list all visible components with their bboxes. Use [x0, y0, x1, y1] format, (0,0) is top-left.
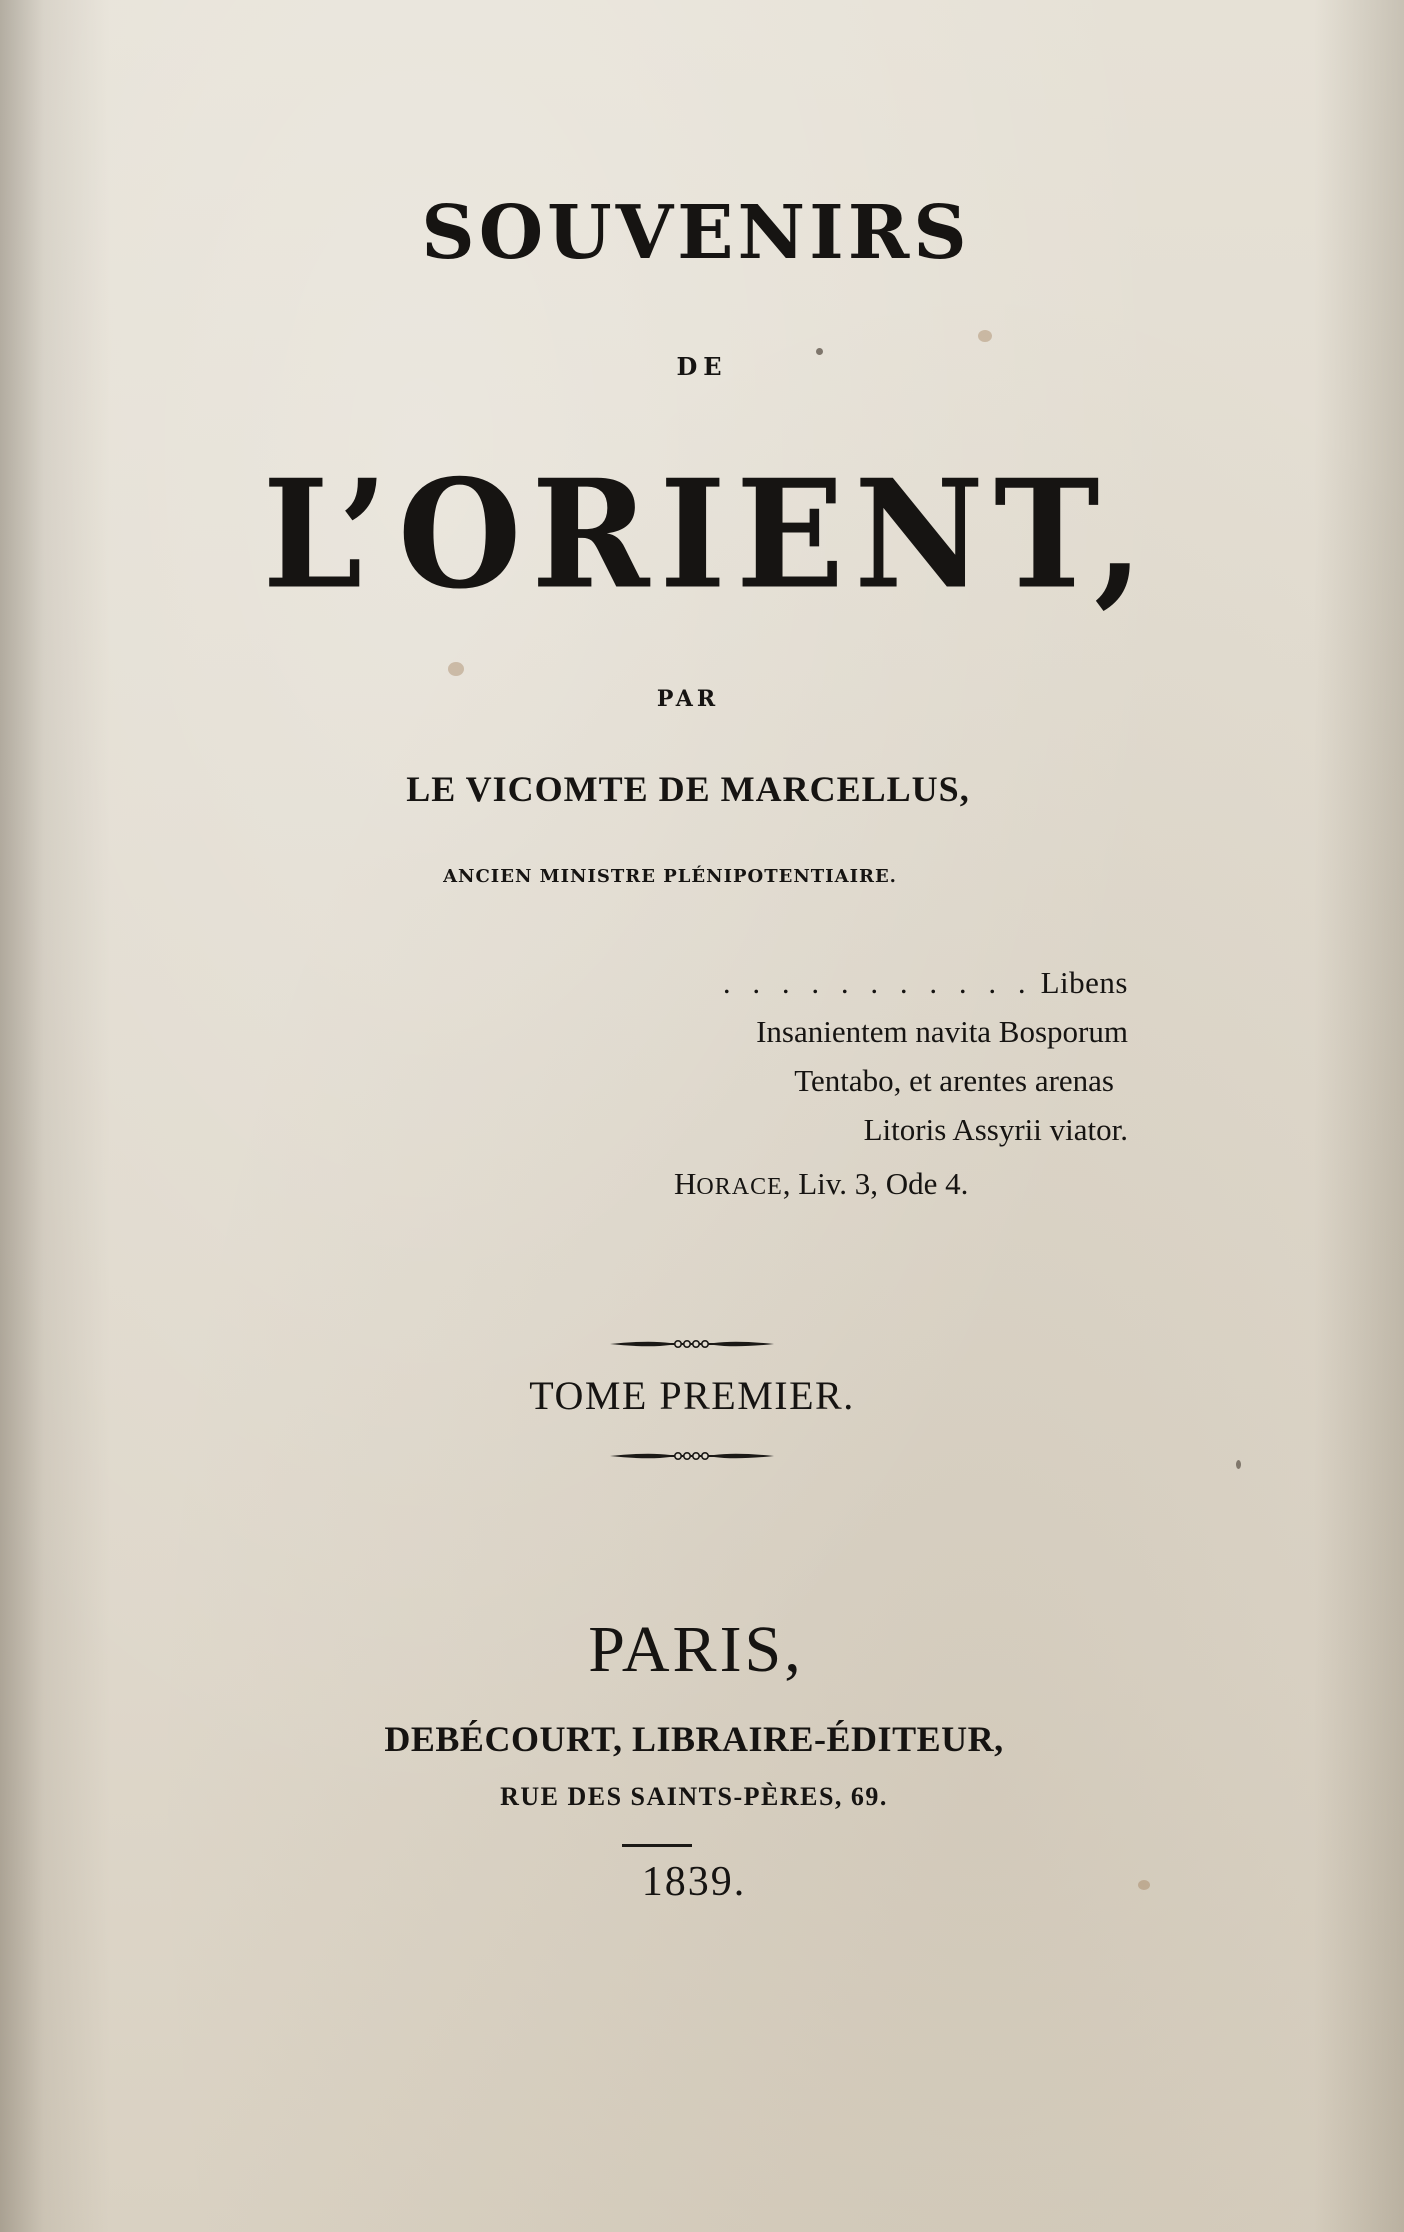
epigraph-citation — [674, 1166, 968, 1202]
citation-author-rest: ORACE — [696, 1174, 783, 1200]
epigraph-leader-dots: . . . . . . . . . . . — [722, 965, 1033, 1000]
ornament-rule-icon — [608, 1446, 776, 1466]
author-title: ANCIEN MINISTRE PLÉNIPOTENTIAIRE. — [443, 866, 897, 887]
ornament-rule-icon — [608, 1334, 776, 1354]
epigraph — [568, 958, 1128, 1154]
foxing-spot — [448, 662, 464, 676]
epigraph-line: Litoris Assyrii viator. — [863, 1112, 1128, 1147]
epigraph-line-text: Libens — [1040, 965, 1128, 1000]
imprint-publisher: DEBÉCOURT, LIBRAIRE-ÉDITEUR, — [384, 1719, 1004, 1759]
imprint-year: 1839. — [641, 1859, 747, 1905]
imprint-address: RUE DES SAINTS-PÈRES, 69. — [500, 1782, 888, 1811]
imprint-divider — [622, 1844, 692, 1847]
citation-reference: , Liv. 3, Ode 4. — [782, 1166, 969, 1201]
by-line: PAR — [656, 686, 720, 712]
imprint-city: PARIS, — [588, 1613, 804, 1686]
title-line-1: SOUVENIRS — [421, 190, 971, 276]
volume-label: TOME PREMIER. — [529, 1373, 855, 1418]
author-name: LE VICOMTE DE MARCELLUS, — [406, 769, 970, 809]
ornamental-rule-top — [0, 1334, 1394, 1354]
citation-author-initial: H — [674, 1166, 697, 1201]
title-line-2: L’ORIENT, — [262, 447, 1154, 623]
ornamental-rule-bottom — [0, 1446, 1394, 1466]
epigraph-line — [568, 958, 1128, 1007]
foxing-spot — [978, 330, 992, 342]
epigraph-line: Tentabo, et arentes arenas — [794, 1063, 1114, 1098]
title-connector: DE — [676, 352, 728, 381]
epigraph-line: Insanientem navita Bosporum — [756, 1014, 1128, 1049]
